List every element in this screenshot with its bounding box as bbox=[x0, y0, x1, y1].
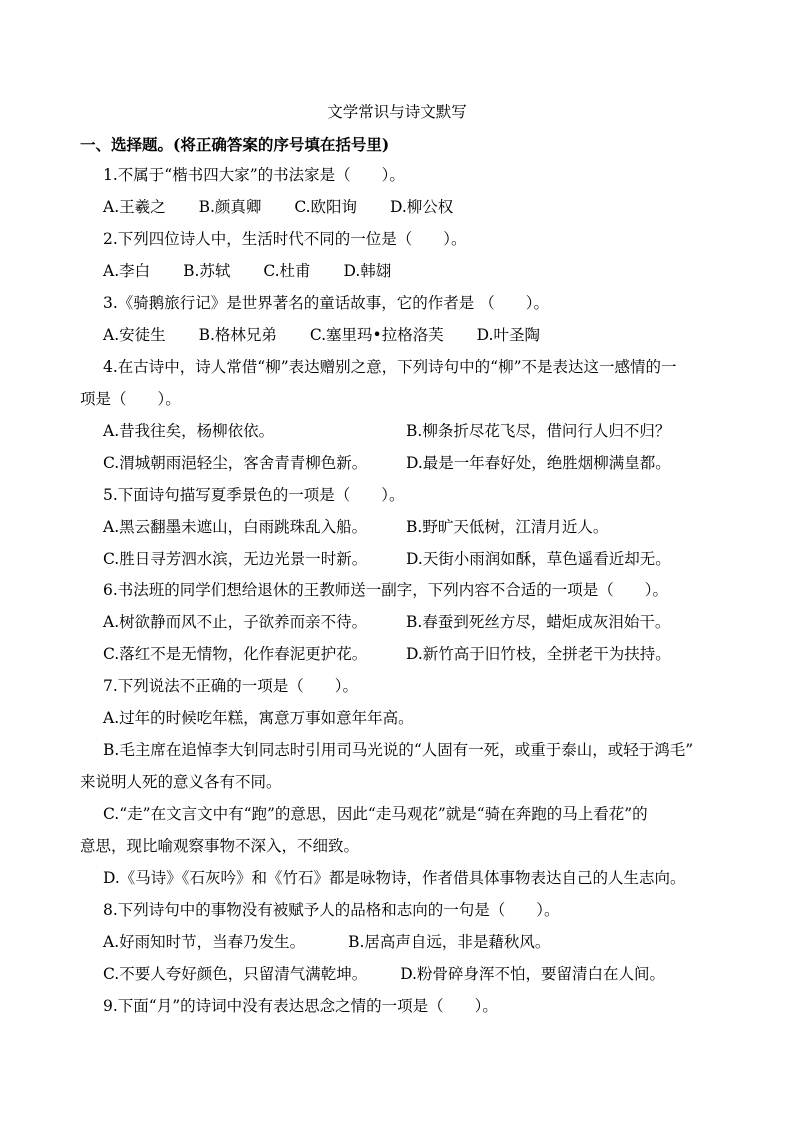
question-2-stem: 2.下列四位诗人中，生活时代不同的一位是（ ）。 bbox=[103, 230, 467, 248]
question-4-options-row1 bbox=[103, 421, 723, 441]
question-4-options-row2 bbox=[103, 453, 723, 473]
option-a: A.安徒生 bbox=[103, 326, 166, 344]
option-a: A.李白 bbox=[103, 262, 151, 280]
question-6-options-row1 bbox=[103, 612, 723, 632]
option-d: D.新竹高于旧竹枝，全拼老干为扶持。 bbox=[406, 645, 671, 663]
question-3-stem: 3.《骑鹅旅行记》是世界著名的童话故事，它的作者是 （ ）。 bbox=[103, 294, 549, 312]
question-7-stem: 7.下列说法不正确的一项是（ ）。 bbox=[103, 677, 359, 695]
option-c: C.不要人夸好颜色，只留清气满乾坤。 bbox=[103, 965, 368, 983]
option-c: C.杜甫 bbox=[263, 262, 311, 280]
question-3-options bbox=[103, 325, 723, 345]
option-b: B.居高声自远，非是藉秋风。 bbox=[348, 933, 551, 951]
option-d: D.最是一年春好处，绝胜烟柳满皇都。 bbox=[406, 454, 671, 472]
question-5-options-row1 bbox=[103, 517, 723, 537]
question-2-options bbox=[103, 261, 723, 281]
question-1-stem: 1.不属于“楷书四大家”的书法家是（ ）。 bbox=[103, 166, 405, 184]
question-8-options-row1 bbox=[103, 932, 723, 952]
option-d: D.韩翃 bbox=[343, 262, 392, 280]
question-4-stem-line1: 4.在古诗中，诗人常借“柳”表达赠别之意，下列诗句中的“柳”不是表达这一感情的一 bbox=[103, 358, 677, 376]
option-a: A.王羲之 bbox=[103, 198, 166, 216]
question-7-option-c: C.“走”在文言文中有“跑”的意思，因此“走马观花”就是“骑在奔跑的马上看花”的 bbox=[103, 805, 648, 823]
option-c: C.欧阳询 bbox=[294, 198, 358, 216]
option-b: B.野旷天低树，江清月近人。 bbox=[406, 518, 609, 536]
question-7-option-b-cont: 来说明人死的意义各有不同。 bbox=[80, 773, 282, 791]
option-b: B.颜真卿 bbox=[198, 198, 262, 216]
question-5-stem: 5.下面诗句描写夏季景色的一项是（ ）。 bbox=[103, 486, 405, 504]
option-b: B.春蚕到死丝方尽，蜡炬成灰泪始干。 bbox=[406, 613, 671, 631]
option-c: C.塞里玛•拉格洛芙 bbox=[309, 326, 444, 344]
option-b: B.格林兄弟 bbox=[198, 326, 277, 344]
option-a: A.树欲静而风不止，子欲养而亲不待。 bbox=[103, 613, 368, 631]
question-8-options-row2 bbox=[103, 964, 723, 984]
option-c: C.渭城朝雨浥轻尘，客舍青青柳色新。 bbox=[103, 454, 368, 472]
option-b: B.苏轼 bbox=[183, 262, 231, 280]
option-d: D.叶圣陶 bbox=[476, 326, 540, 344]
question-7-option-b: B.毛主席在追悼李大钊同志时引用司马光说的“人固有一死，或重于泰山，或轻于鸿毛” bbox=[103, 741, 694, 759]
option-b: B.柳条折尽花飞尽，借问行人归不归？ bbox=[406, 422, 671, 440]
option-d: D.粉骨碎身浑不怕，要留清白在人间。 bbox=[400, 965, 665, 983]
question-8-stem: 8.下列诗句中的事物没有被赋予人的品格和志向的一句是（ ）。 bbox=[103, 901, 560, 919]
question-1-options bbox=[103, 197, 723, 217]
option-a: A.昔我往矣，杨柳依依。 bbox=[103, 422, 275, 440]
question-7-option-c-cont: 意思，现比喻观察事物不深入，不细致。 bbox=[80, 837, 360, 855]
question-6-options-row2 bbox=[103, 644, 723, 664]
question-6-stem: 6.书法班的同学们想给退休的王教师送一副字，下列内容不合适的一项是（ ）。 bbox=[103, 581, 669, 599]
section-heading: 一、选择题。(将正确答案的序号填在括号里) bbox=[80, 135, 390, 154]
option-a: A.好雨知时节，当春乃发生。 bbox=[103, 933, 306, 951]
option-d: D.天街小雨润如酥，草色遥看近却无。 bbox=[406, 550, 671, 568]
option-c: C.胜日寻芳泗水滨，无边光景一时新。 bbox=[103, 550, 368, 568]
question-5-options-row2 bbox=[103, 549, 723, 569]
question-4-stem-line2: 项是（ ）。 bbox=[80, 390, 181, 408]
page-title: 文学常识与诗文默写 bbox=[327, 103, 467, 121]
question-7-option-d: D.《马诗》《石灰吟》和《竹石》都是咏物诗，作者借具体事物表达自己的人生志向。 bbox=[103, 869, 686, 887]
option-d: D.柳公权 bbox=[390, 198, 454, 216]
question-7-option-a: A.过年的时候吃年糕，寓意万事如意年年高。 bbox=[103, 709, 414, 727]
option-a: A.黑云翻墨未遮山，白雨跳珠乱入船。 bbox=[103, 518, 368, 536]
option-c: C.落红不是无情物，化作春泥更护花。 bbox=[103, 645, 368, 663]
question-9-stem: 9.下面“月”的诗词中没有表达思念之情的一项是（ ）。 bbox=[103, 997, 498, 1015]
